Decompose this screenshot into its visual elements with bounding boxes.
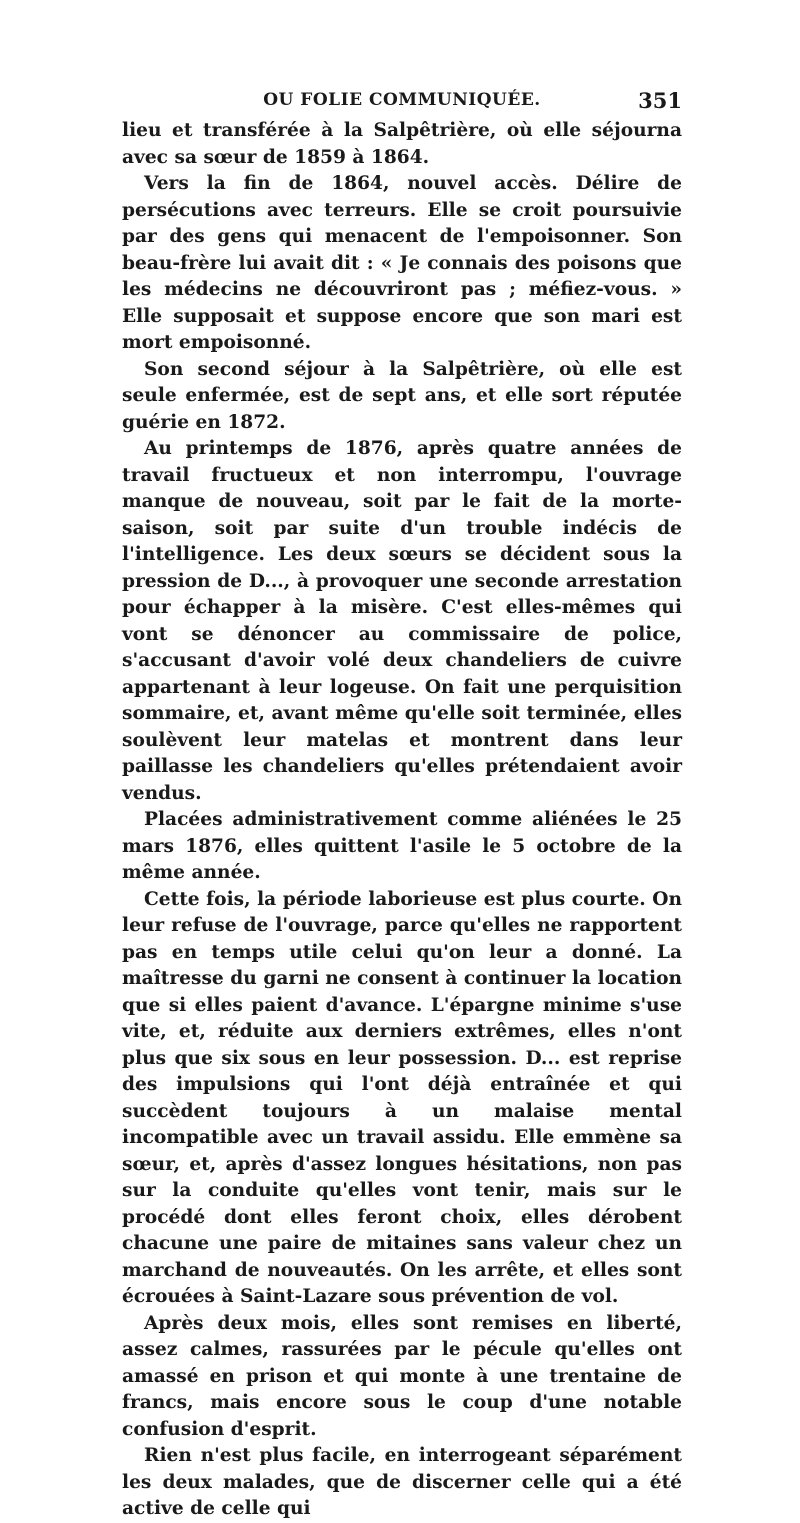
page-number: 351	[638, 88, 682, 113]
paragraph: Cette fois, la période laborieuse est plus courte. On leur refuse de l'ouvrage, parce qu'elles ne rapportent pas en temps utile celui qu'on leur a donné. La maîtresse du garni ne consent à continuer la location que si elles paient d'avance. L'épargne minime s'use vite, et, réduite aux derniers extrêmes, elles n'ont plus que six sous en leur possession. D... est reprise des impulsions qui l'ont déjà entraînée et qui succèdent toujours à un malaise mental incompatible avec un travail assidu. Elle emmène sa sœur, et, après d'assez longues hésitations, non pas sur la conduite qu'elles vont tenir, mais sur le procédé dont elles feront choix, elles dérobent chacune une paire de mitaines sans valeur chez un marchand de nouveautés. On les arrête, et elles sont écrouées à Saint-Lazare sous prévention de vol.	[122, 888, 682, 1307]
paragraph: Vers la fin de 1864, nouvel accès. Délire de persécutions avec terreurs. Elle se croit poursuivie par des gens qui menacent de l'empoisonner. Son beau-frère lui avait dit : « Je connais des poisons que les médecins ne découvriront pas ; méfiez-vous. » Elle supposait et suppose encore que son mari est mort empoisonné.	[122, 173, 682, 353]
paragraph: Placées administrativement comme aliénées le 25 mars 1876, elles quittent l'asile le 5 octobre de la même année.	[122, 809, 682, 883]
paragraph: Son second séjour à la Salpêtrière, où elle est seule enfermée, est de sept ans, et elle sort réputée guérie en 1872.	[122, 358, 682, 433]
paragraph-continued: lieu et transférée à la Salpêtrière, où elle séjourna avec sa sœur de 1859 à 1864.	[122, 120, 682, 168]
body-text	[122, 118, 682, 1523]
paragraph: Au printemps de 1876, après quatre années de travail fructueux et non interrompu, l'ouvrage manque de nouveau, soit par le fait de la morte-saison, soit par suite d'un trouble indécis de l'intelligence. Les deux sœurs se décident sous la pression de D..., à provoquer une seconde arrestation pour échapper à la misère. C'est elles-mêmes qui vont se dénoncer au commissaire de police, s'accusant d'avoir volé deux chandeliers de cuivre appartenant à leur logeuse. On fait une perquisition sommaire, et, avant même qu'elle soit terminée, elles soulèvent leur matelas et montrent dans leur paillasse les chandeliers qu'elles prétendaient avoir vendus.	[122, 438, 682, 804]
paragraph: Rien n'est plus facile, en interrogeant séparément les deux malades, que de discerner celle qui a été active de celle qui	[122, 1445, 682, 1519]
running-head	[122, 90, 682, 120]
paragraph: Après deux mois, elles sont remises en liberté, assez calmes, rassurées par le pécule qu'elles ont amassé en prison et qui monte à une trentaine de francs, mais encore sous le coup d'une notable confusion d'esprit.	[122, 1312, 682, 1440]
running-title: OU FOLIE COMMUNIQUÉE.	[263, 90, 541, 110]
